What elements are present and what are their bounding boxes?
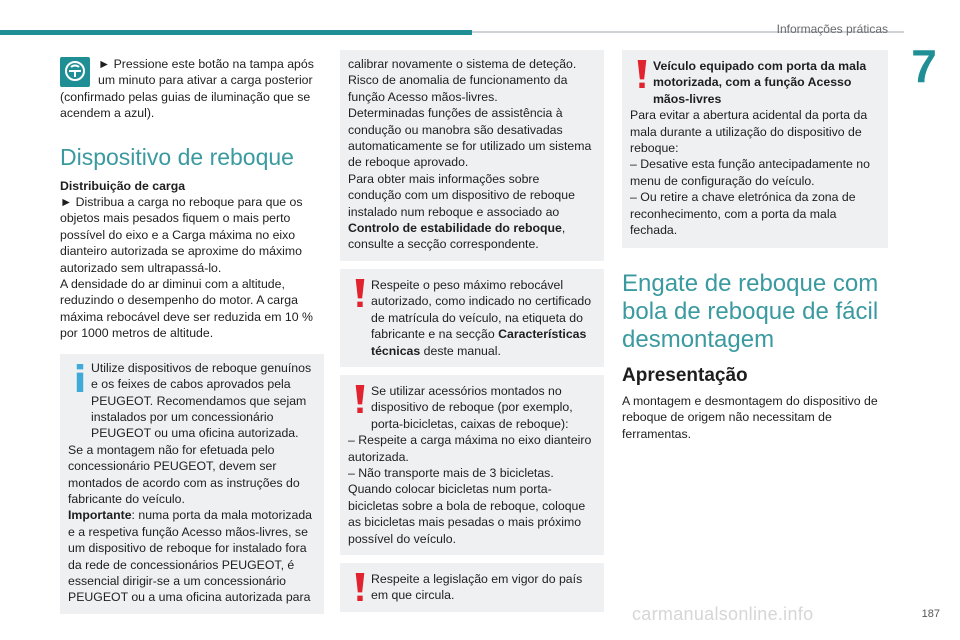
warning-box-tailgate — [622, 50, 888, 248]
front-axle-text: – Respeite a carga máxima no eixo dianteiro autorizada. — [348, 433, 592, 464]
tailgate-button-icon — [60, 57, 90, 87]
stability-text-end: , consulte a secção correspondente. — [348, 221, 566, 252]
stability-text — [348, 171, 596, 253]
weight-warning-end: deste manual. — [420, 343, 501, 358]
page-number: 187 — [921, 608, 940, 620]
tailgate-warning-title: Veículo equipado com porta da mala motorizada, com a função Acesso mãos-livres — [653, 59, 867, 106]
info-icon — [70, 364, 90, 392]
intro-line-1: ► Pressione este botão na tampa após — [98, 57, 314, 71]
warning-icon — [350, 279, 370, 307]
intro-line-3: (confirmado pelas guias de iluminação que se acendem a azul). — [60, 89, 311, 121]
heading-towbar: Engate de reboque com bola de reboque de fácil desmontagem — [622, 270, 879, 354]
recalibrate-text: calibrar novamente o sistema de deteção. — [348, 57, 577, 71]
assistance-disabled-text: Determinadas funções de assistência à condução ou manobra são desativadas automaticamente se for utilizado um sistema de reboque aprovado. — [348, 106, 592, 170]
subheading-load-distribution: Distribuição de carga — [60, 178, 186, 193]
deactivate-text: – Desative esta função antecipadamente no menu de configuração do veículo. — [630, 157, 870, 188]
column-1 — [60, 56, 324, 614]
load-distribution-text: ► Distribua a carga no reboque para que os objetos mais pesados fiquem o mais perto possível do eixo e a Carga máxima no eixo dianteiro autorizada se aproxime do máximo autorizado sem ultrapassá-lo. — [60, 195, 303, 275]
info-box — [60, 354, 324, 614]
remove-key-text: – Ou retire a chave eletrónica da zona de reconhecimento, com a porta da mala fechada. — [630, 190, 856, 238]
column-2 — [340, 50, 604, 612]
continued-info-box — [340, 50, 604, 261]
section-title: Informações práticas — [776, 22, 888, 36]
specs-link: Características técnicas — [371, 327, 587, 358]
warning-box-accessories — [340, 375, 604, 555]
warning-icon — [350, 385, 370, 413]
warning-icon — [350, 573, 370, 601]
weight-warning-text — [348, 277, 596, 359]
important-label: Importante — [68, 508, 132, 523]
heading-towing-device: Dispositivo de reboque — [60, 143, 294, 170]
tailgate-warning-text: Para evitar a abertura acidental da porta da mala durante a utilização do dispositivo de reboque: — [630, 108, 868, 156]
info-text-1: Utilize dispositivos de reboque genuínos e os feixes de cabos aprovados pela PEUGEOT. Recomendamos que sejam instalados por um concessionário PEUGEOT ou uma oficina autorizada. — [91, 360, 312, 441]
intro-block — [60, 56, 324, 122]
accessories-text: Se utilizar acessórios montados no dispositivo de reboque (por exemplo, porta-bicicletas, caixas de reboque): — [371, 383, 573, 431]
warning-box-legislation — [340, 563, 604, 612]
bicycles-limit-text: – Não transporte mais de 3 bicicletas. — [348, 465, 554, 480]
warning-icon — [632, 60, 652, 88]
bicycles-placement-text: Quando colocar bicicletas num porta-bicicletas sobre a bola de reboque, coloque as bicicletas mais pesadas o mais próximo possível do veículo. — [348, 482, 586, 546]
header-accent-bar — [0, 30, 472, 35]
stability-text-start: Para obter mais informações sobre condução com um dispositivo de reboque instalado num reboque e associado ao — [348, 171, 575, 219]
info-text-3 — [68, 507, 316, 605]
subheading-presentation: Apresentação — [622, 365, 748, 387]
altitude-text: A densidade do ar diminui com a altitude, reduzindo o desempenho do motor. A carga máxima rebocável deve ser reduzida em 10 % por 1000 metros de altitude. — [60, 277, 313, 341]
column-3 — [622, 50, 888, 442]
info-text-2: Se a montagem não for efetuada pelo concessionário PEUGEOT, devem ser montados de acordo com as instruções do fabricante do veículo. — [68, 442, 300, 506]
stability-link: Controlo de estabilidade do reboque — [348, 221, 562, 236]
legislation-text: Respeite a legislação em vigor do país em que circula. — [371, 571, 583, 603]
intro-line-2: um minuto para ativar a carga posterior — [98, 73, 313, 88]
chapter-number: 7 — [911, 40, 937, 92]
weight-warning-start: Respeite o peso máximo rebocável autorizado, como indicado no certificado de matrícula do veículo, na etiqueta do fabricante e na secção — [371, 277, 592, 342]
watermark: carmanualsonline.info — [632, 604, 814, 624]
warning-box-weight — [340, 269, 604, 367]
presentation-text: A montagem e desmontagem do dispositivo de reboque de origem não necessitam de ferramentas. — [622, 393, 878, 441]
malfunction-risk-text: Risco de anomalia de funcionamento da função Acesso mãos-livres. — [348, 73, 568, 104]
important-text: : numa porta da mala motorizada e a respetiva função Acesso mãos-livres, se um dispositivo de reboque for instalado fora da rede de concessionários PEUGEOT, é essencial dirigir-se a um concessionário PEUGEOT ou a uma oficina autorizada para — [68, 508, 312, 605]
